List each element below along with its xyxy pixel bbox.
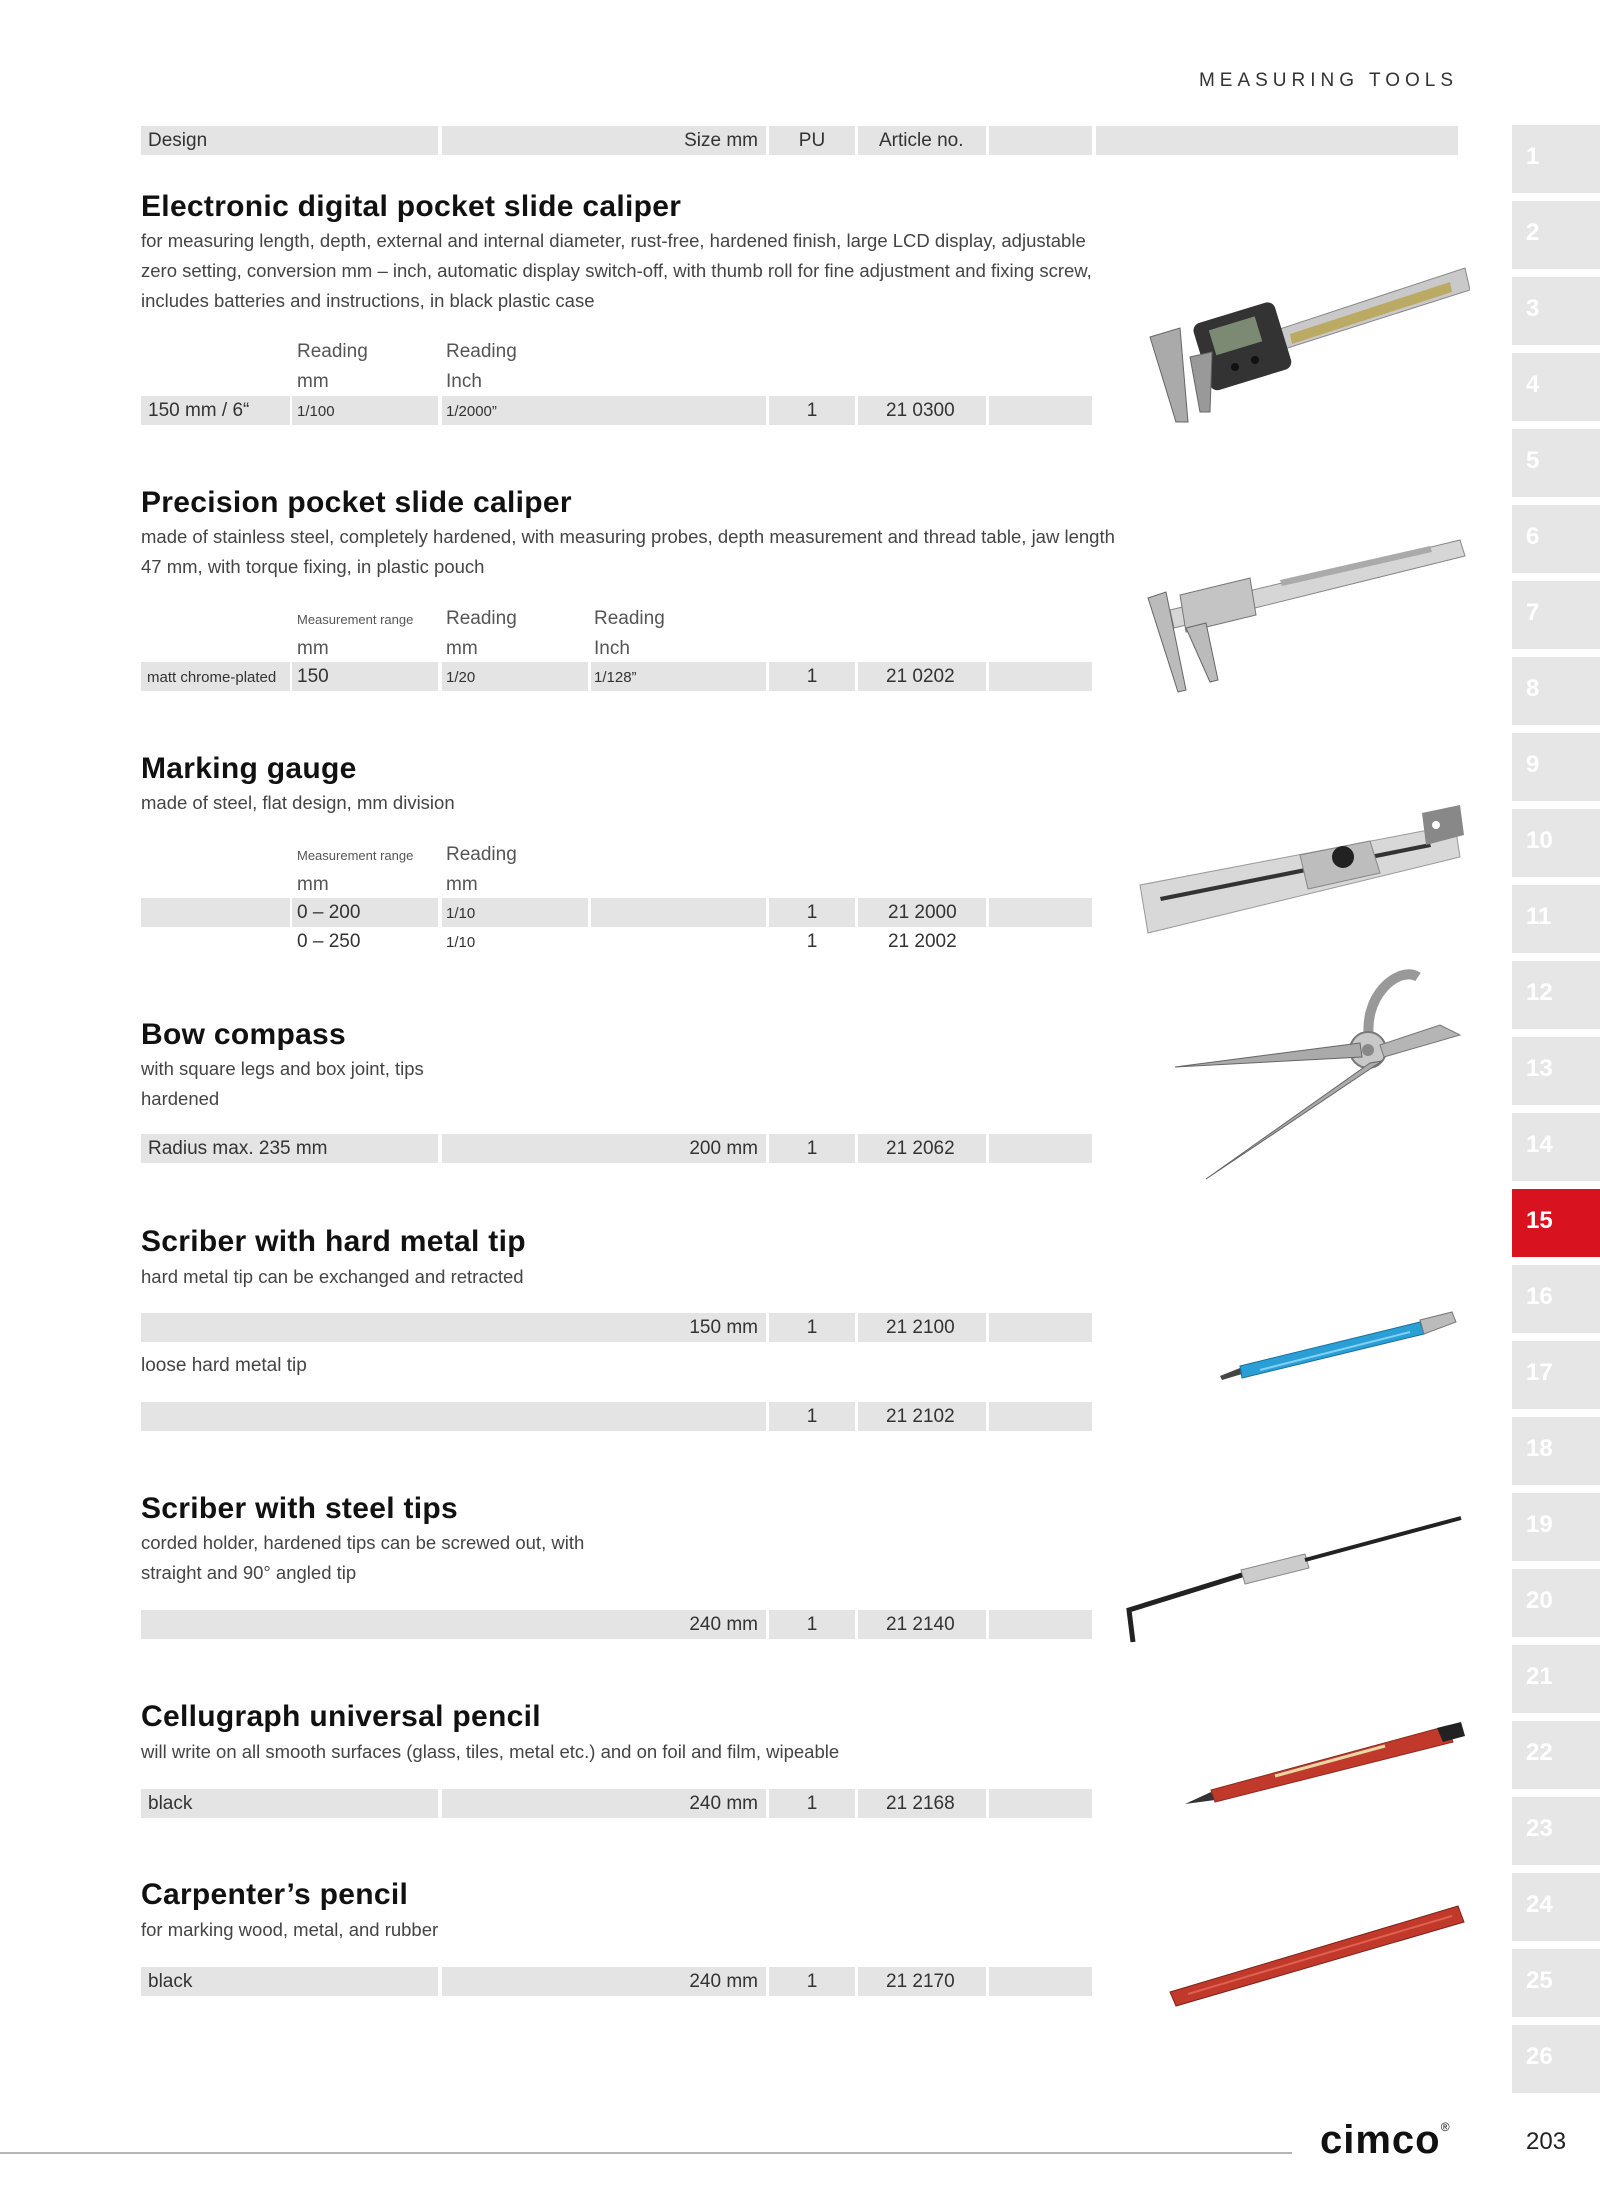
tab-chapter-7[interactable] <box>1512 581 1600 649</box>
tab-label: 17 <box>1526 1359 1553 1386</box>
tab-label: 12 <box>1526 979 1553 1006</box>
carpenters-pencil-image <box>1168 1900 1468 2010</box>
marking-gauge-image <box>1130 805 1470 945</box>
tab-label: 24 <box>1526 1891 1553 1918</box>
tab-label: 10 <box>1526 827 1553 854</box>
cell-design: 150 mm / 6“ <box>148 400 250 421</box>
tab-label: 18 <box>1526 1435 1553 1462</box>
tab-chapter-5[interactable] <box>1512 429 1600 497</box>
cell-size: 240 mm <box>689 1793 758 1814</box>
tab-chapter-16[interactable] <box>1512 1265 1600 1333</box>
col-label: mm <box>297 371 329 392</box>
cell-reading: 1/10 <box>446 934 476 951</box>
col-label: mm <box>297 874 329 895</box>
col-label: Reading <box>446 341 517 362</box>
tab-chapter-26[interactable] <box>1512 2025 1600 2093</box>
product-title: Carpenter’s pencil <box>141 1878 409 1911</box>
col-label: Inch <box>594 638 630 659</box>
cell-article: 21 2002 <box>888 931 957 952</box>
cell-pu: 1 <box>806 902 818 923</box>
tab-label: 25 <box>1526 1967 1553 1994</box>
cell-pu: 1 <box>806 1793 818 1814</box>
col-label: Reading <box>446 844 517 865</box>
footer-divider <box>0 2152 1292 2154</box>
cell-pu: 1 <box>806 1317 818 1338</box>
cell-pu: 1 <box>806 666 818 687</box>
col-label: mm <box>446 638 478 659</box>
col-label: Inch <box>446 371 482 392</box>
tab-label: 9 <box>1526 751 1540 778</box>
precision-caliper-image <box>1140 530 1470 700</box>
tab-chapter-14[interactable] <box>1512 1113 1600 1181</box>
cell-design: matt chrome-plated <box>147 669 277 686</box>
tab-chapter-8[interactable] <box>1512 657 1600 725</box>
tab-chapter-11[interactable] <box>1512 885 1600 953</box>
cell-pu: 1 <box>806 1971 818 1992</box>
col-pu: PU <box>798 130 826 151</box>
product-description: for measuring length, depth, external and internal diameter, rust-free, hardened finish, large LCD display, adjustable zero setting, conversion mm – inch, automatic display switch-off, with thumb roll for fine adjustment and fixing screw, includes batteries and instructions, in black plastic case <box>141 230 1092 311</box>
tab-label: 8 <box>1526 675 1540 702</box>
tab-chapter-24[interactable] <box>1512 1873 1600 1941</box>
tab-label: 1 <box>1526 143 1540 170</box>
tab-chapter-10[interactable] <box>1512 809 1600 877</box>
col-size: Size mm <box>684 130 758 151</box>
cell-range: 0 – 250 <box>297 931 361 952</box>
cell-size: 240 mm <box>689 1614 758 1635</box>
product-title: Scriber with steel tips <box>141 1492 458 1525</box>
cellugraph-pencil-image <box>1185 1720 1465 1810</box>
cell-reading-mm: 1/20 <box>446 669 476 686</box>
product-description: made of stainless steel, completely hardened, with measuring probes, depth measurement and thread table, jaw length 47 mm, with torque fixing, in plastic pouch <box>141 526 1115 577</box>
cell-pu: 1 <box>806 400 818 421</box>
tab-chapter-4[interactable] <box>1512 353 1600 421</box>
section-title: MEASURING TOOLS <box>1198 70 1458 91</box>
product-description: for marking wood, metal, and rubber <box>141 1919 439 1940</box>
col-design: Design <box>148 130 208 151</box>
product-title: Bow compass <box>141 1018 347 1051</box>
tab-chapter-25[interactable] <box>1512 1949 1600 2017</box>
scriber-hard-metal-image <box>1220 1310 1460 1390</box>
cell-pu: 1 <box>806 1138 818 1159</box>
tab-chapter-15[interactable] <box>1512 1189 1600 1257</box>
cell-design: black <box>148 1793 193 1814</box>
page-number: 203 <box>1526 2128 1567 2155</box>
cell-article: 21 2062 <box>886 1138 955 1159</box>
tab-chapter-6[interactable] <box>1512 505 1600 573</box>
tab-chapter-13[interactable] <box>1512 1037 1600 1105</box>
col-label: mm <box>297 638 329 659</box>
tab-chapter-23[interactable] <box>1512 1797 1600 1865</box>
product-title: Cellugraph universal pencil <box>141 1700 541 1733</box>
tab-label: 23 <box>1526 1815 1553 1842</box>
tab-label: 16 <box>1526 1283 1553 1310</box>
tab-label: 26 <box>1526 2043 1553 2070</box>
cell-article: 21 2102 <box>886 1406 955 1427</box>
scriber-steel-tips-image <box>1125 1510 1465 1650</box>
cell-reading: 1/10 <box>446 905 476 922</box>
brand-logo <box>1320 2118 1451 2163</box>
cell-pu: 1 <box>806 1614 818 1635</box>
tab-chapter-18[interactable] <box>1512 1417 1600 1485</box>
product-description: corded holder, hardened tips can be screwed out, with straight and 90° angled tip <box>141 1532 585 1583</box>
product-title: Electronic digital pocket slide caliper <box>141 190 682 223</box>
col-label: Reading <box>446 608 517 629</box>
tab-label: 13 <box>1526 1055 1553 1082</box>
tab-chapter-17[interactable] <box>1512 1341 1600 1409</box>
product-description: made of steel, flat design, mm division <box>141 792 455 813</box>
cell-size: 240 mm <box>689 1971 758 1992</box>
cell-pu: 1 <box>806 931 818 952</box>
product-description: hard metal tip can be exchanged and retracted <box>141 1266 524 1287</box>
cell-article: 21 2168 <box>886 1793 955 1814</box>
cell-range: 150 <box>297 666 329 687</box>
col-label: Reading <box>594 608 665 629</box>
product-title: Scriber with hard metal tip <box>141 1225 526 1258</box>
cell-article: 21 2100 <box>886 1317 955 1338</box>
tab-chapter-9[interactable] <box>1512 733 1600 801</box>
cell-size: 200 mm <box>689 1138 758 1159</box>
col-article: Article no. <box>879 130 964 151</box>
registered-mark: ® <box>1440 2120 1451 2134</box>
product-description: will write on all smooth surfaces (glass, tiles, metal etc.) and on foil and film, wipeable <box>141 1741 840 1762</box>
tab-label: 2 <box>1526 219 1540 246</box>
digital-caliper-image <box>1140 262 1470 432</box>
product-title: Marking gauge <box>141 752 357 785</box>
sub-label: loose hard metal tip <box>141 1355 307 1376</box>
tab-chapter-2[interactable] <box>1512 201 1600 269</box>
tab-label: 14 <box>1526 1131 1553 1158</box>
cell-article: 21 2000 <box>888 902 957 923</box>
tab-label: 5 <box>1526 447 1540 474</box>
cell-size: 150 mm <box>689 1317 758 1338</box>
tab-chapter-19[interactable] <box>1512 1493 1600 1561</box>
tab-label: 6 <box>1526 523 1540 550</box>
col-label: Reading <box>297 341 368 362</box>
tab-chapter-22[interactable] <box>1512 1721 1600 1789</box>
tab-label: 22 <box>1526 1739 1553 1766</box>
cell-design: Radius max. 235 mm <box>148 1138 328 1159</box>
tab-label: 4 <box>1526 371 1540 398</box>
col-label: Measurement range <box>297 612 414 627</box>
tab-chapter-12[interactable] <box>1512 961 1600 1029</box>
tab-label: 15 <box>1526 1207 1553 1234</box>
cell-pu: 1 <box>806 1406 818 1427</box>
tab-chapter-3[interactable] <box>1512 277 1600 345</box>
tab-label: 3 <box>1526 295 1540 322</box>
cell-design: black <box>148 1971 193 1992</box>
tab-chapter-21[interactable] <box>1512 1645 1600 1713</box>
cell-reading-mm: 1/100 <box>297 403 335 420</box>
tab-label: 7 <box>1526 599 1540 626</box>
tab-label: 21 <box>1526 1663 1553 1690</box>
product-description: with square legs and box joint, tips hardened <box>141 1058 424 1109</box>
tab-chapter-20[interactable] <box>1512 1569 1600 1637</box>
cell-article: 21 2170 <box>886 1971 955 1992</box>
col-label: Measurement range <box>297 848 414 863</box>
col-label: mm <box>446 874 478 895</box>
tab-chapter-1[interactable] <box>1512 125 1600 193</box>
tab-label: 20 <box>1526 1587 1553 1614</box>
cell-article: 21 0300 <box>886 400 955 421</box>
bow-compass-image <box>1170 965 1470 1185</box>
tab-label: 19 <box>1526 1511 1553 1538</box>
cell-reading-inch: 1/128” <box>594 669 637 686</box>
brand-name: cimco <box>1320 2118 1441 2162</box>
product-title: Precision pocket slide caliper <box>141 486 572 519</box>
cell-reading-inch: 1/2000” <box>446 403 497 420</box>
cell-range: 0 – 200 <box>297 902 361 923</box>
tab-label: 11 <box>1526 903 1552 930</box>
cell-article: 21 2140 <box>886 1614 955 1635</box>
cell-article: 21 0202 <box>886 666 955 687</box>
